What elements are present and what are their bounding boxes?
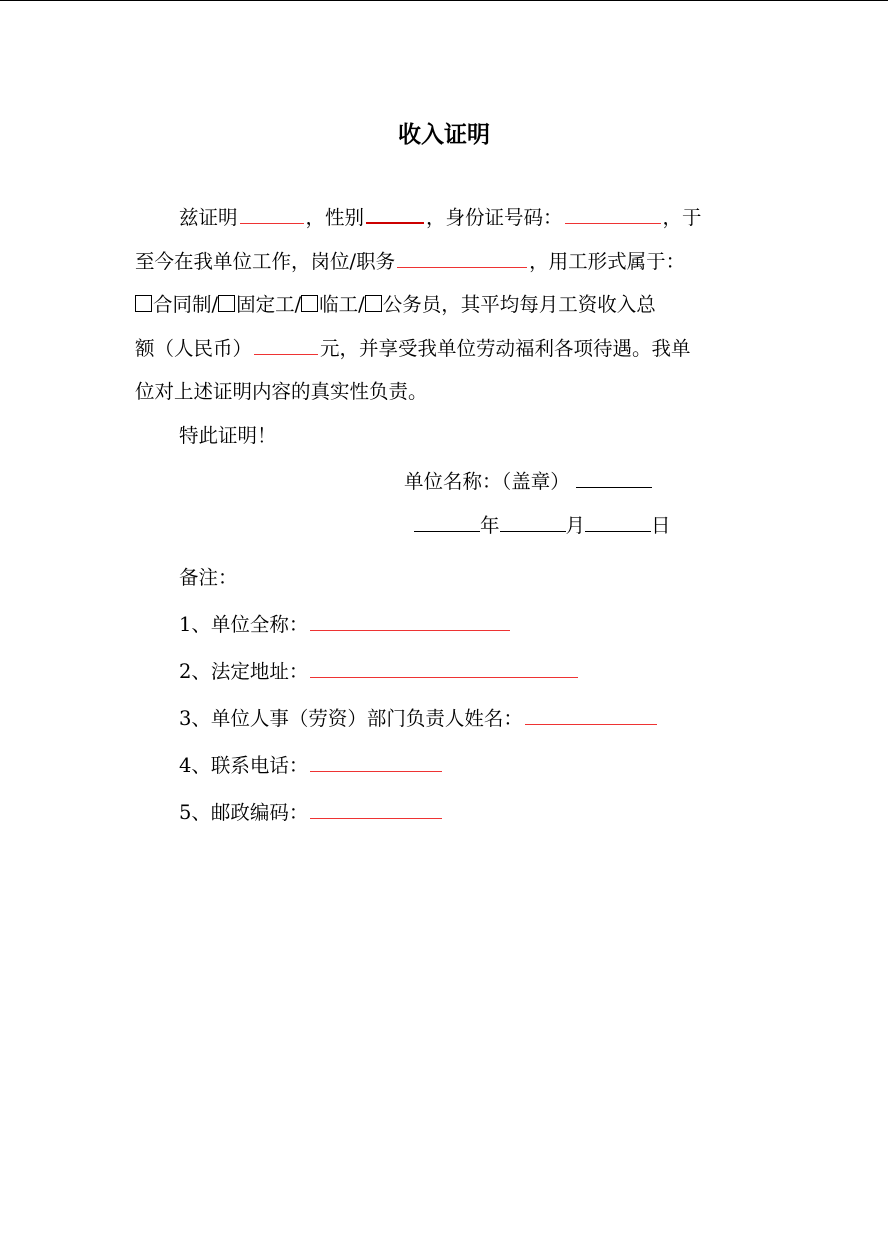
permanent-checkbox[interactable] xyxy=(218,295,235,312)
id-number-blank[interactable] xyxy=(565,201,661,224)
position-blank[interactable] xyxy=(397,245,527,268)
name-blank[interactable] xyxy=(240,201,304,224)
page-top-border xyxy=(0,0,888,1)
temporary-checkbox[interactable] xyxy=(301,295,318,312)
civil-servant-checkbox[interactable] xyxy=(365,295,382,312)
body-line-4 xyxy=(135,327,755,371)
year-label: 年 xyxy=(480,514,500,537)
gender-blank[interactable] xyxy=(366,200,424,224)
date-line xyxy=(414,509,671,538)
hr-contact-name-blank[interactable] xyxy=(525,702,657,725)
document-title: 收入证明 xyxy=(398,122,490,148)
note-phone xyxy=(179,749,444,778)
text-gender: ，性别 xyxy=(305,206,365,229)
note-label: 3、单位人事（劳资）部门负责人姓名： xyxy=(179,707,523,730)
note-hr-contact xyxy=(179,702,659,731)
closing-statement: 特此证明！ xyxy=(179,423,277,447)
contract-checkbox[interactable] xyxy=(135,295,152,312)
notes-heading: 备注： xyxy=(179,566,238,589)
option-civil-servant: 公务员，其平均每月工资收入总 xyxy=(382,293,656,316)
year-blank[interactable] xyxy=(414,509,480,532)
unit-full-name-blank[interactable] xyxy=(310,608,510,631)
day-label: 日 xyxy=(651,514,671,537)
body-line-1 xyxy=(135,196,755,240)
note-legal-address xyxy=(179,655,580,684)
month-blank[interactable] xyxy=(500,509,566,532)
text-since: ，于 xyxy=(662,206,702,229)
month-label: 月 xyxy=(565,514,586,537)
phone-blank[interactable] xyxy=(310,749,442,772)
option-contract: 合同制/ xyxy=(153,293,219,316)
text-amount: 额（人民币） xyxy=(135,336,253,360)
unit-name-line xyxy=(404,465,654,494)
text-benefits: 元，并享受我单位劳动福利各项待遇。我单 xyxy=(320,336,691,360)
text-certify: 兹证明 xyxy=(179,206,238,229)
body-line-2 xyxy=(135,240,755,284)
option-permanent: 固定工/ xyxy=(236,293,302,316)
option-temporary: 临工/ xyxy=(319,293,365,316)
note-label: 1、单位全称： xyxy=(179,613,309,636)
day-blank[interactable] xyxy=(585,509,651,532)
note-label: 2、法定地址： xyxy=(179,660,309,683)
note-postcode xyxy=(179,796,444,825)
unit-name-label: 单位名称：（盖章） xyxy=(404,470,570,493)
note-unit-full-name xyxy=(179,608,512,637)
body-line-3 xyxy=(135,283,755,327)
text-id-number: ，身份证号码： xyxy=(426,206,563,229)
body-line-5: 位对上述证明内容的真实性负责。 xyxy=(135,380,428,403)
postcode-blank[interactable] xyxy=(310,796,442,819)
text-employment-type: ，用工形式属于： xyxy=(529,249,686,273)
income-amount-blank[interactable] xyxy=(254,332,318,355)
note-label: 4、联系电话： xyxy=(179,754,309,777)
certificate-body xyxy=(135,196,755,457)
legal-address-blank[interactable] xyxy=(310,655,578,678)
unit-name-blank[interactable] xyxy=(576,465,652,488)
text-position: 至今在我单位工作，岗位/职务 xyxy=(135,249,396,273)
note-label: 5、邮政编码： xyxy=(179,801,309,824)
